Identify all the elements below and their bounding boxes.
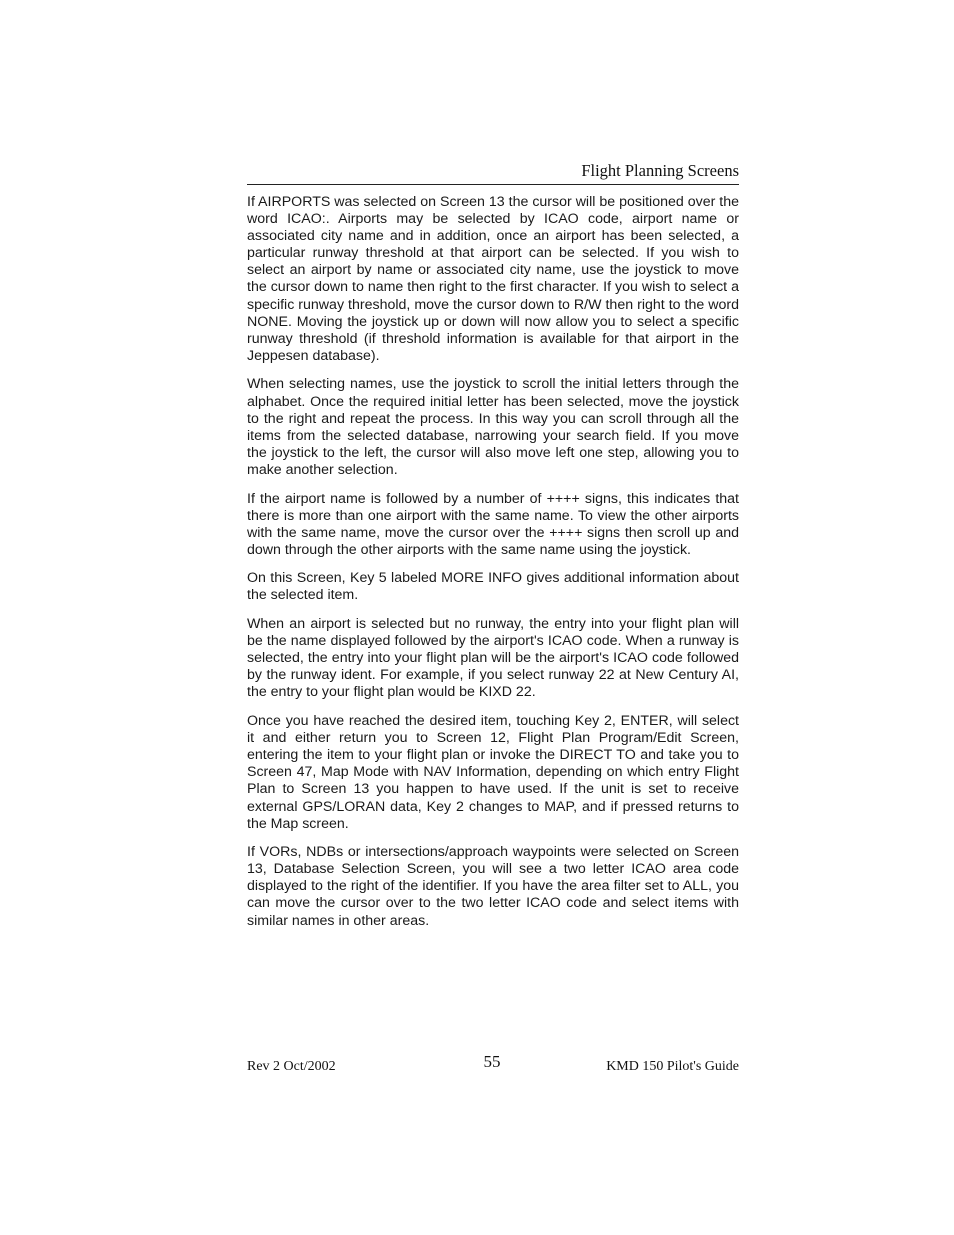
paragraph: If AIRPORTS was selected on Screen 13 the cursor will be positioned over the word ICAO:. Airports may be selected by ICAO code, airport name or associated city name and in addition, once an airport has been selected, a particular runway threshold at that airport can be selected. If you wish to select an airport by name or associated city name, use the joystick to move the cursor down to name then right to the first character. If you wish to select a specific runway threshold, move the cursor down to R/W then right to the word NONE. Moving the joystick up or down will now allow you to select a specific runway threshold (if threshold information is available for that airport in the Jeppesen database). <box>247 194 739 364</box>
page-number: 55 <box>483 1052 501 1071</box>
paragraph: Once you have reached the desired item, touching Key 2, ENTER, will select it and either return you to Screen 12, Flight Plan Program/Edit Screen, entering the item to your flight plan or invoke the DIRECT TO and take you to Screen 47, Map Mode with NAV Information, depending on which entry Flight Plan to Screen 13 you happen to have used. If the unit is set to receive external GPS/LORAN data, Key 2 changes to MAP, and if pressed returns to the Map screen. <box>247 713 739 832</box>
body-text <box>247 194 739 941</box>
paragraph: When selecting names, use the joystick to scroll the initial letters through the alphabet. Once the required initial letter has been selected, move the joystick to the right and repeat the process. In this way you can scroll through all the items from the selected database, narrowing your search field. If you move the joystick to the left, the cursor will also move left one step, allowing you to make another selection. <box>247 376 739 478</box>
paragraph: When an airport is selected but no runway, the entry into your flight plan will be the name displayed followed by the airport's ICAO code. When a runway is selected, the entry into your flight plan will be the airport's ICAO code followed by the runway ident. For example, if you select runway 22 at New Century AI, the entry to your flight plan would be KIXD 22. <box>247 616 739 701</box>
paragraph: If the airport name is followed by a number of ++++ signs, this indicates that there is more than one airport with the same name. To view the other airports with the same name, move the cursor over the ++++ signs then scroll up and down through the other airports with the same name using the joystick. <box>247 490 739 558</box>
footer-revision: Rev 2 Oct/2002 <box>247 1059 336 1074</box>
header-rule <box>247 184 739 185</box>
running-header: Flight Planning Screens <box>581 161 739 180</box>
paragraph: On this Screen, Key 5 labeled MORE INFO gives additional information about the selected item. <box>247 570 739 604</box>
paragraph: If VORs, NDBs or intersections/approach waypoints were selected on Screen 13, Database Selection Screen, you will see a two letter ICAO area code displayed to the right of the identifier. If you have the area filter set to ALL, you can move the cursor over to the two letter ICAO code and select items with similar names in other areas. <box>247 844 739 929</box>
footer-guide-title: KMD 150 Pilot's Guide <box>606 1059 739 1074</box>
